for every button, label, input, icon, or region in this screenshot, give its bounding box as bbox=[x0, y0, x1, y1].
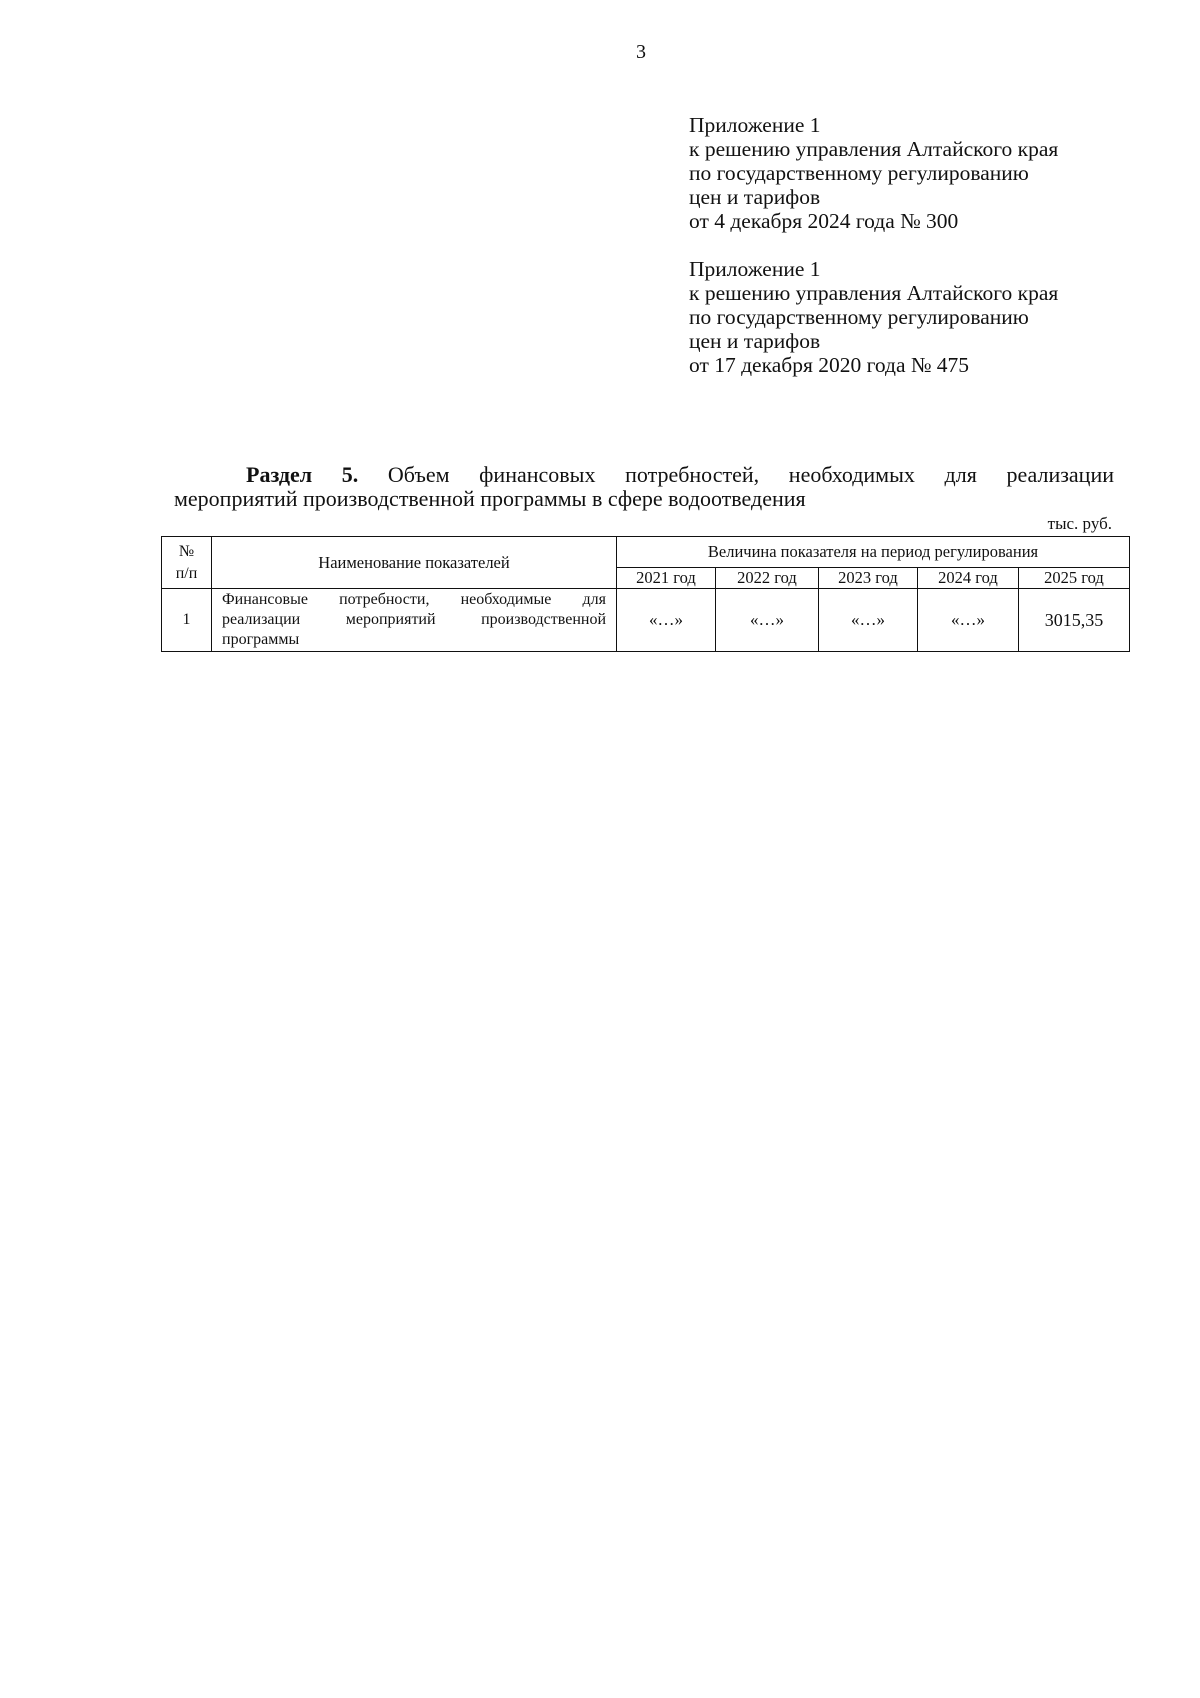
header-name: Наименование показателей bbox=[212, 537, 617, 589]
row-name-line: программы bbox=[222, 631, 300, 648]
appendix-current-line: по государственному регулированию bbox=[689, 161, 1029, 185]
appendix-current-line: Приложение 1 bbox=[689, 113, 821, 137]
row-value: «…» bbox=[819, 589, 918, 652]
header-year: 2024 год bbox=[918, 568, 1019, 589]
row-value: «…» bbox=[716, 589, 819, 652]
page-number: 3 bbox=[636, 41, 646, 63]
row-name-line: Финансовые потребности, необходимые для bbox=[222, 591, 606, 608]
row-value: 3015,35 bbox=[1019, 589, 1130, 652]
table-row bbox=[162, 589, 1130, 652]
appendix-current-line: цен и тарифов bbox=[689, 185, 821, 209]
units-label: тыс. руб. bbox=[1047, 514, 1112, 533]
row-num: 1 bbox=[162, 589, 212, 652]
appendix-original-line: к решению управления Алтайского края bbox=[689, 281, 1059, 305]
appendix-current bbox=[689, 113, 1058, 233]
section-title bbox=[174, 463, 1114, 511]
section-title-line2: мероприятий производственной программы в сфере водоотведения bbox=[174, 486, 806, 511]
header-period: Величина показателя на период регулирования bbox=[617, 537, 1130, 568]
header-year: 2025 год bbox=[1019, 568, 1130, 589]
appendix-original-line: Приложение 1 bbox=[689, 257, 821, 281]
appendix-original-line: по государственному регулированию bbox=[689, 305, 1029, 329]
appendix-original-line: цен и тарифов bbox=[689, 329, 821, 353]
row-value: «…» bbox=[918, 589, 1019, 652]
financial-needs-table bbox=[161, 536, 1130, 652]
header-num-sign: № bbox=[178, 542, 195, 560]
table-header-row bbox=[162, 537, 1130, 568]
header-year: 2022 год bbox=[716, 568, 819, 589]
appendix-current-line: к решению управления Алтайского края bbox=[689, 137, 1059, 161]
header-num-abbr: п/п bbox=[175, 564, 198, 582]
row-name-line: реализации мероприятий производственной bbox=[222, 611, 606, 628]
row-name bbox=[212, 589, 617, 652]
header-year: 2021 год bbox=[617, 568, 716, 589]
header-year: 2023 год bbox=[819, 568, 918, 589]
appendix-original-line: от 17 декабря 2020 года № 475 bbox=[689, 353, 969, 377]
appendix-current-line: от 4 декабря 2024 года № 300 bbox=[689, 209, 959, 233]
appendix-original bbox=[689, 257, 1058, 377]
row-value: «…» bbox=[617, 589, 716, 652]
section-title-line1 bbox=[174, 463, 1114, 487]
section-title-text: Объем финансовых потребностей, необходимых для реализации bbox=[387, 462, 1114, 487]
header-num bbox=[162, 537, 212, 589]
section-label: Раздел 5. bbox=[246, 462, 359, 487]
